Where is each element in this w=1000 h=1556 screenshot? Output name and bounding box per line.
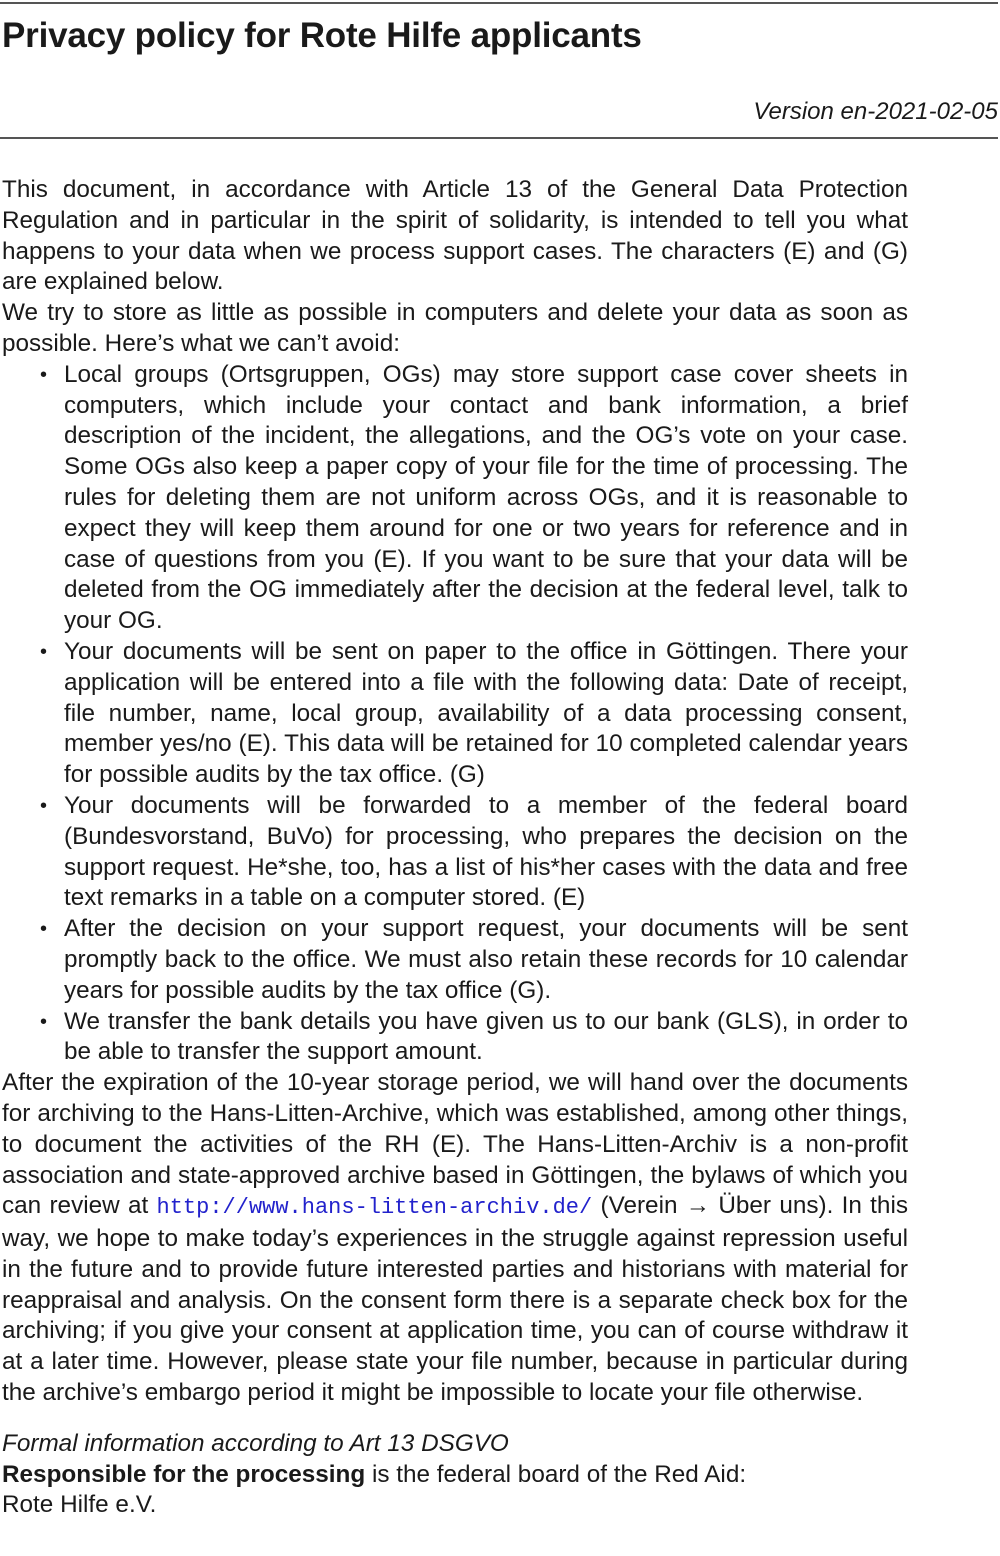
bullet-icon: • [40,918,48,941]
list-item-text: Local groups (Ortsgruppen, OGs) may store support case cover sheets in computers, which include your contact and bank information, a brief description of the incident, the allegations, and the OG’s vote on your case. Some OGs also keep a paper copy of your file for the time of processing. The rules for deleting them are not uniform across OGs, and it is reasonable to expect they will keep them around for one or two years for reference and in case of questions from you (E). If you want to be sure that your data will be deleted from the OG immediately after the decision at the federal level, talk to your OG. [64,360,908,635]
intro-paragraph: This document, in accordance with Article 13 of the General Data Protection Regulation and in particular in the spirit of solidarity, is intended to tell you what happens to your data when we process support cases. The characters (E) and (G) are explained below. [2,176,908,296]
list-item [2,360,908,637]
storage-paragraph: We try to store as little as possible in computers and delete your data as soon as possible. Here’s what we can’t avoid: [2,299,908,357]
bullet-icon: • [40,1010,48,1033]
list-item [2,1007,908,1069]
list-item-text: We transfer the bank details you have given us to our bank (GLS), in order to be able to transfer the support amount. [64,1007,908,1066]
responsible-label: Responsible for the processing [2,1460,366,1488]
list-item-text: Your documents will be sent on paper to the office in Göttingen. There your application will be entered into a file with the following data: Date of receipt, file number, name, local group, availability of a data processing consent, member yes/no (E). This data will be retained for 10 completed calendar years for possible audits by the tax office. (G) [64,637,908,789]
responsible-text: is the federal board of the Red Aid: [365,1460,747,1488]
responsible-line [2,1460,908,1491]
archive-link[interactable]: http://www.hans-litten-archiv.de/ [156,1195,593,1221]
header-rule [0,137,998,139]
bullet-icon: • [40,794,48,817]
bullet-icon: • [40,640,48,663]
bullet-icon: • [40,363,48,386]
list-item-text: After the decision on your support request, your documents will be sent promptly back to the office. We must also retain these records for 10 calendar years for possible audits by the tax office (G). [64,915,908,1004]
list-item [2,791,908,914]
list-item-text: Your documents will be forwarded to a member of the federal board (Bundesvorstand, BuVo) for processing, who prepares the decision on the support request. He*she, too, has a list of his*her cases with the data and free text remarks in a table on a computer stored. (E) [64,791,908,912]
processing-list [2,360,908,1068]
list-item [2,637,908,791]
page-title: Privacy policy for Rote Hilfe applicants [2,16,642,55]
document-body [2,175,908,1521]
archive-text-after-link: (Verein → Über uns). In this way, we hope to make today’s experiences in the struggle against repression useful in the future and to provide future interested parties and historians with material for reappraisal and analysis. On the consent form there is a separate check box for the archiving; if you give your consent at application time, you can of course withdraw it at a later time. However, please state your file number, because in particular during the archive’s embargo period it might be impossible to locate your file otherwise. [2,1192,908,1407]
version-label: Version en-2021-02-05 [753,98,998,125]
list-item [2,914,908,1006]
organization-name: Rote Hilfe e.V. [2,1491,157,1519]
archive-text-before-link: After the expiration of the 10-year storage period, we will hand over the documents for archiving to the Hans-Litten-Archive, which was established, among other things, to document the activities of the RH (E). The Hans-Litten-Archiv is a non-profit association and state-approved archive based in Göttingen, the bylaws of which you can review at [2,1069,908,1220]
top-rule [0,2,998,4]
archive-paragraph [2,1068,908,1409]
formal-heading: Formal information according to Art 13 DSGVO [2,1429,509,1457]
